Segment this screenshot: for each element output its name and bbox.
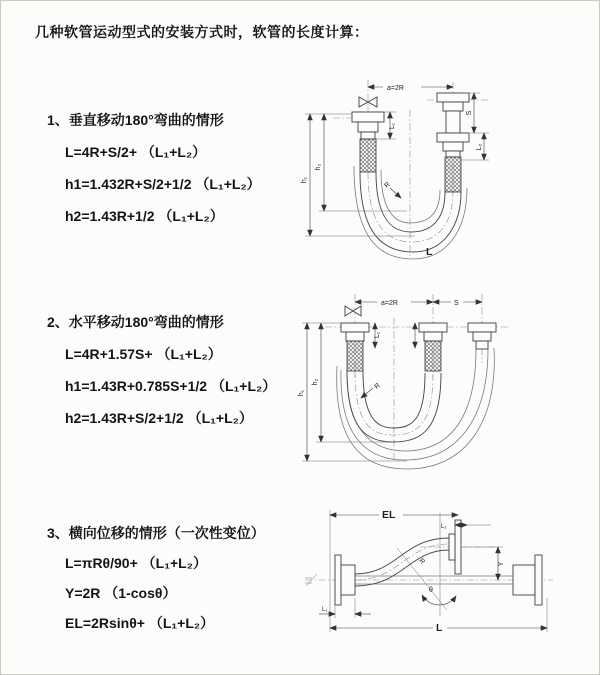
formula-line: L=4R+S/2+ （L₁+L₂） [65,144,207,160]
dim-label-s: S [454,300,459,307]
dimension-l2 [441,524,491,530]
braided-hose-section [347,341,363,371]
radius-construction [397,548,447,610]
dim-label-l1: L₁ [374,331,381,339]
section-2-formulas [65,338,276,434]
dim-label-a2r: a=2R [381,300,398,307]
angle-label: θ [429,587,433,594]
diagram-lateral-displacement [295,498,600,658]
dim-label-l1: L₁ [322,607,328,613]
centerlines [333,80,491,258]
dimension-l1 [319,598,371,618]
left-flange-assembly [352,112,384,172]
section-2-heading: 2、水平移动180°弯曲的情形 [47,314,224,330]
dim-label-s: S [466,110,473,116]
dim-label-el: EL [382,509,396,521]
braided-hose-section [445,157,461,192]
page-title: 几种软管运动型式的安装方式时，软管的长度计算： [35,24,369,40]
formula-line: L=4R+1.57S+ （L₁+L₂） [65,346,222,362]
radius-label: R [383,181,392,190]
section-2 [47,306,276,434]
braided-hose-section [360,139,376,172]
formula-line: L=πRθ/90+ （L₁+L₂） [65,555,207,571]
length-label: L [426,246,433,258]
middle-flange-assembly [419,323,447,371]
dimension-h2 [312,323,321,442]
dimension-l2 [476,133,484,160]
dim-label-l1: L₁ [389,122,396,130]
hose-s-curve [355,538,449,586]
formula-line: h1=1.43R+0.785S+1/2 （L₁+L₂） [65,378,277,394]
dim-label-h1: h₁ [298,389,305,397]
centerlines [325,294,510,460]
braided-hose-section [425,341,441,371]
dimension-y [463,547,505,580]
diagram-horizontal-180-bend [295,278,595,473]
section-3-heading: 3、横向位移的情形（一次性变位） [47,525,265,541]
formula-line: h2=1.43R+S/2+1/2 （L₁+L₂） [65,410,253,426]
dimension-h2 [315,114,324,211]
left-flange [335,555,355,605]
radius-callout [383,181,401,198]
section-3 [47,518,265,638]
radius-label: R [417,557,426,566]
section-1 [47,104,261,232]
dimension-l1 [389,112,396,139]
right-flange-assembly [468,323,496,349]
right-flange-assembly [437,93,469,192]
dim-label-l2: L₂ [441,524,447,530]
dim-label-a2r: a=2R [387,85,404,92]
dim-label-l: L [436,622,443,634]
dimension-a2r [355,297,433,307]
left-flange-assembly [341,323,369,371]
section-3-formulas [65,548,265,638]
formula-line: EL=2Rsinθ+ （L₁+L₂） [65,615,215,631]
valve-icon [345,306,361,316]
dimension-l [330,598,547,634]
formula-line: Y=2R （1-cosθ） [65,585,177,601]
dim-label-h2: h₂ [312,378,319,386]
dimension-a2r [368,82,453,92]
dim-label-y: Y [498,561,505,567]
radius-label: R [373,382,382,391]
dim-label-l2: L₂ [476,143,483,151]
diagram-vertical-180-bend [295,62,595,264]
centerlines [305,513,553,616]
dimension-h1 [298,323,307,461]
angle-theta [422,587,456,605]
formula-line: h2=1.43R+1/2 （L₁+L₂） [65,208,224,224]
section-1-heading: 1、垂直移动180°弯曲的情形 [47,112,224,128]
section-1-formulas [65,136,261,232]
formula-line: h1=1.432R+S/2+1/2 （L₁+L₂） [65,176,261,192]
dimension-s [433,297,482,307]
dim-label-h1: h₁ [301,176,308,184]
dimension-h1 [301,114,310,236]
ghost-right-flange [513,555,542,605]
dim-label-h2: h₂ [315,163,322,171]
upper-right-flange [449,520,461,574]
